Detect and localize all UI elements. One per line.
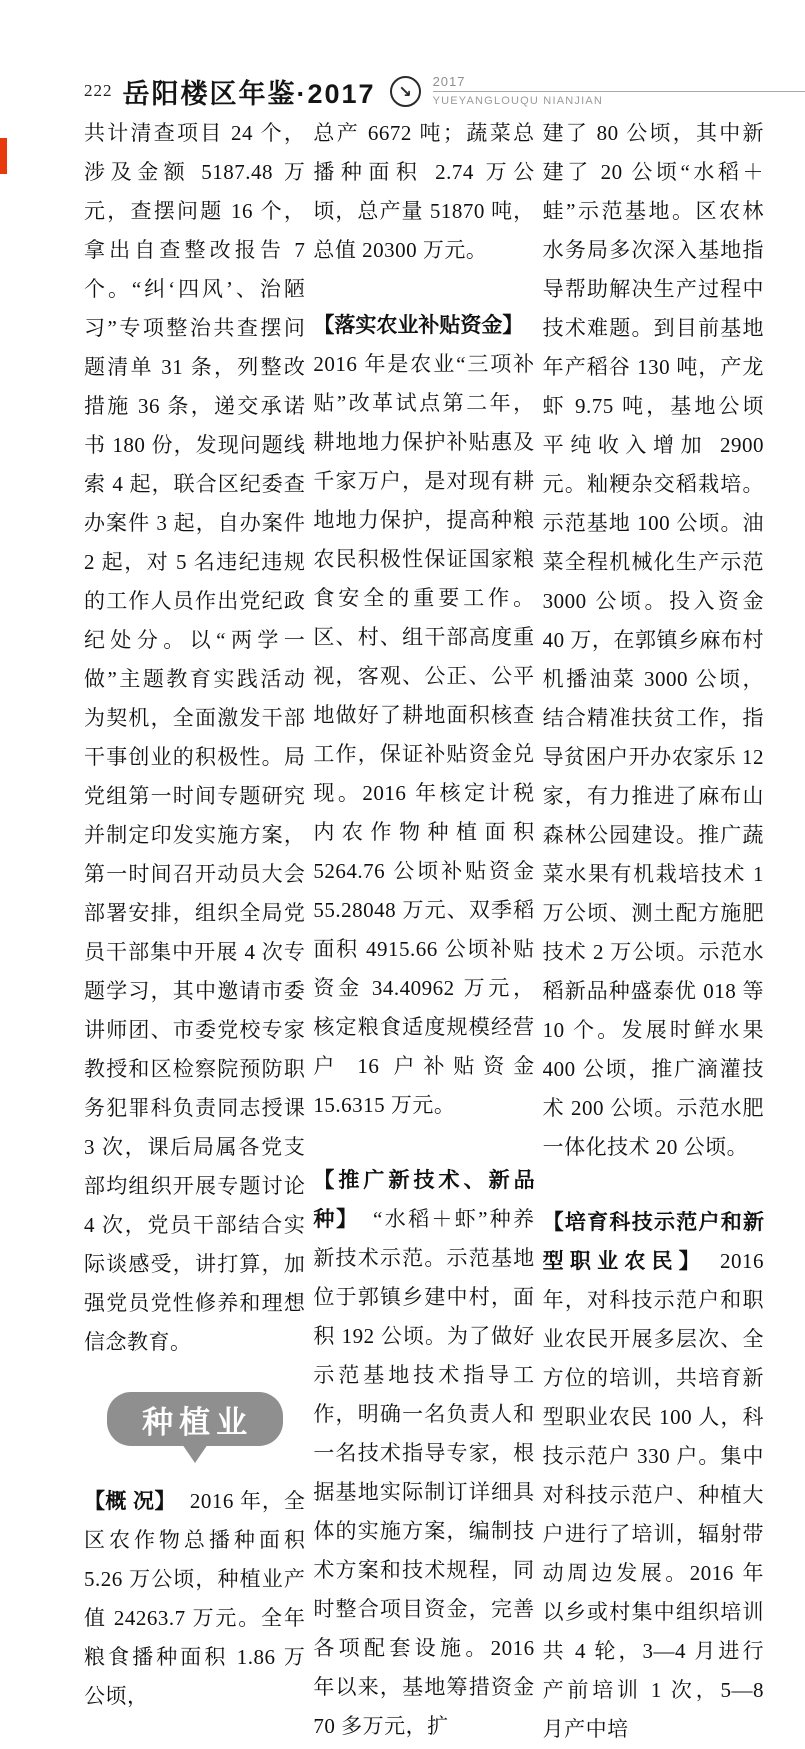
paragraph (84, 114, 305, 1362)
paragraph (84, 1482, 305, 1716)
paragraph-text: 总产 6672 吨；蔬菜总播种面积 2.74 万公顷，总产量 51870 吨，总值 20300 万元。 (313, 121, 535, 262)
header-pinyin: YUEYANGLOUQU NIANJIAN (432, 95, 604, 107)
page-title: 岳阳楼区年鉴·2017 (122, 78, 376, 109)
entry-head: 【推广新技术、新品种】 (313, 1169, 535, 1231)
header-year: 2017 (433, 75, 805, 92)
paragraph-text: 2016 年，全区农作物总播种面积 5.26 万公顷，种植业产值 24263.7 万元。全年粮食播种面积 1.86 万公顷， (84, 1489, 306, 1708)
header-right (433, 75, 805, 107)
text-columns (84, 114, 764, 1749)
entry-head: 【落实农业补贴资金】 (313, 314, 524, 337)
page-edge-tab (0, 138, 7, 174)
arrow-glyph: ↘ (398, 81, 412, 101)
paragraph-text: “水稻＋虾”种养新技术示范。示范基地位于郭镇乡建中村，面积 192 公顷。为了做好示范基地技术指导工作，明确一名负责人和一名技术指导专家，根据基地实际制订详细具体的实施方案，编制技术方案和技术规程，同时整合项目资金，完善各项配套设施。2016 年以来，基地筹措资金 70 多万元，扩 (313, 1207, 535, 1738)
column-2 (313, 114, 534, 1749)
paragraph-text: 2016 年，对科技示范户和职业农民开展多层次、全方位的培训，共培育新型职业农民 100 人，科技示范户 330 户。集中对科技示范户、种植大户进行了培训，辐射带动周边发展。2016 年以乡或村集中组织培训共 4 轮，3—4 月进行产前培训 1 次，5—8 月产中培 (542, 1249, 764, 1741)
paragraph (313, 1161, 534, 1746)
paragraph-text: 建了 80 公顷，其中新建了 20 公顷“水稻＋蛙”示范基地。区农林水务局多次深入基地指导帮助解决生产过程中技术难题。到目前基地年产稻谷 130 吨，产龙虾 9.75 吨，基地公顷平纯收入增加 2900 元。籼粳杂交稻栽培。示范基地 100 公顷。油菜全程机械化生产示范 3000 公顷。投入资金 40 万，在郭镇乡麻布村机播油菜 3000 公顷，结合精准扶贫工作，指导贫困户开办农家乐 12 家，有力推进了麻布山森林公园建设。推广蔬菜水果有机栽培技术 1 万公顷、测土配方施肥技术 2 万公顷。示范水稻新品种盛泰优 018 等 10 个。发展时鲜水果 400 公顷，推广滴灌技术 200 公顷。示范水肥一体化技术 20 公顷。 (542, 121, 764, 1159)
paragraph-text: 共计清查项目 24 个，涉及金额 5187.48 万元，查摆问题 16 个，拿出自查整改报告 7 个。“纠‘四风’、治陋习”专项整治共查摆问题清单 31 条，列整改措施 36 条，递交承诺书 180 份，发现问题线索 4 起，联合区纪委查办案件 3 起，自办案件 2 起，对 5 名违纪违规的工作人员作出党纪政纪处分。以“两学一做”主题教育实践活动为契机，全面激发干部干事创业的积极性。局党组第一时间专题研究并制定印发实施方案，第一时间召开动员大会部署安排，组织全局党员干部集中开展 4 次专题学习，其中邀请市委讲师团、市委党校专家教授和区检察院预防职务犯罪科负责同志授课 3 次，课后局属各党支部均组织开展专题讨论 4 次，党员干部结合实际谈感受，讲打算，加强党员党性修养和理想信念教育。 (84, 121, 306, 1354)
section-header-bubble (107, 1392, 283, 1446)
yearbook-arrow-icon (390, 76, 421, 107)
column-3 (543, 114, 764, 1749)
paragraph (543, 1203, 764, 1749)
paragraph (543, 114, 764, 1167)
entry-head: 【概 况】 (84, 1490, 176, 1513)
entry-head: 【培育科技示范户和新型职业农民】 (542, 1211, 764, 1273)
bubble-tail (182, 1444, 208, 1463)
column-1 (84, 114, 305, 1749)
paragraph-text: 2016 年是农业“三项补贴”改革试点第二年，耕地地力保护补贴惠及千家万户，是对现有耕地地力保护，提高种粮农民积极性保证国家粮食安全的重要工作。区、村、组干部高度重视，客观、公正、公平地做好了耕地面积核查工作，保证补贴资金兑现。2016 年核定计税内农作物种植面积 5264.76 公顷补贴资金 55.28048 万元、双季稻面积 4915.66 公顷补贴资金 34.40962 万元，核定粮食适度规模经营户 16 户补贴资金 15.6315 万元。 (313, 352, 535, 1117)
page-number: 222 (84, 81, 113, 100)
paragraph (313, 306, 534, 1125)
paragraph (313, 114, 534, 270)
page-header (0, 70, 805, 112)
section-title: 种植业 (107, 1392, 283, 1446)
